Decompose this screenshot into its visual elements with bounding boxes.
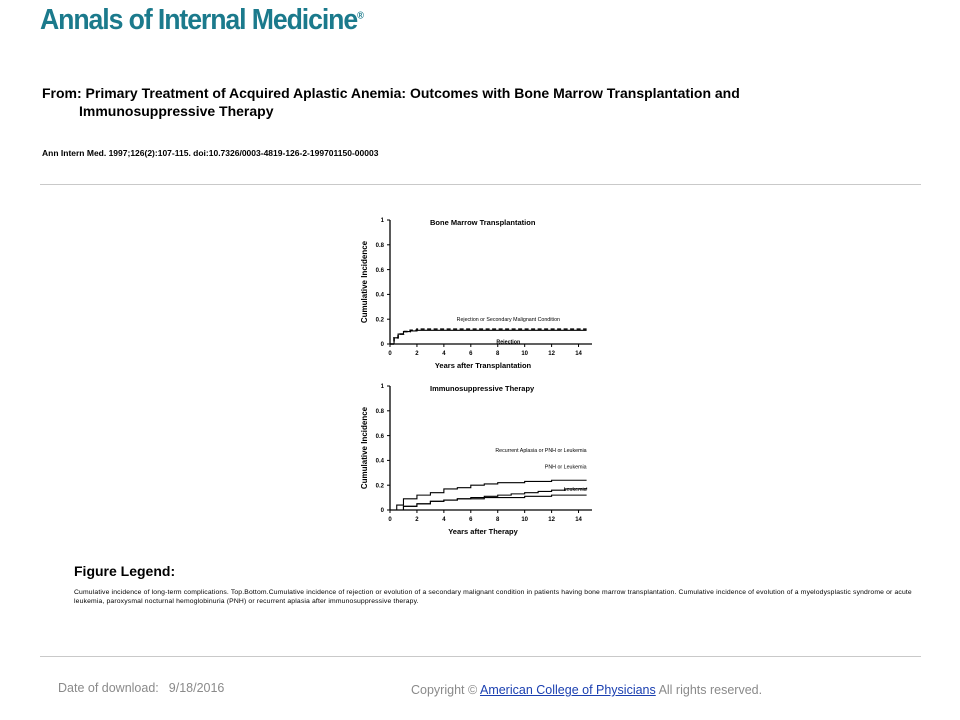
chart-panel-ist	[360, 384, 592, 536]
download-date: 9/18/2016	[168, 681, 225, 695]
y-axis-label: Cumulative Incidence	[360, 406, 369, 490]
series-line-1	[390, 330, 587, 344]
y-tick-label: 0.6	[375, 433, 384, 440]
journal-logo	[40, 4, 364, 44]
series-label-2: Leukemia	[563, 487, 587, 494]
x-tick-label: 0	[388, 517, 392, 523]
y-tick-label: 0	[380, 342, 384, 349]
x-tick-label: 10	[521, 517, 529, 523]
x-tick-label: 2	[415, 517, 419, 523]
series-line-0	[390, 329, 587, 344]
y-tick-label: 0.8	[375, 243, 384, 249]
figure-legend-title: Figure Legend:	[74, 563, 176, 579]
registered-mark: ®	[357, 10, 364, 22]
y-tick-label: 0.8	[375, 409, 384, 415]
y-tick-label: 0.2	[375, 317, 384, 324]
chart-title: Bone Marrow Transplantation	[430, 218, 536, 227]
article-title-line1: From: Primary Treatment of Acquired Aplastic Anemia: Outcomes with Bone Marrow Transplantation and	[42, 85, 740, 101]
y-tick-label: 0.4	[375, 292, 384, 299]
y-tick-label: 1	[380, 384, 384, 391]
journal-name: Annals of Internal Medicine	[40, 4, 358, 36]
series-label-1: PNH or Leukemia	[544, 464, 587, 471]
y-tick-label: 1	[380, 218, 384, 225]
x-axis-label: Years after Transplantation	[434, 361, 532, 370]
y-axis-label: Cumulative Incidence	[360, 240, 369, 324]
publisher-link[interactable]: American College of Physicians	[479, 683, 656, 697]
article-title-line2: Immunosuppressive Therapy	[79, 103, 274, 119]
article-title	[42, 84, 862, 120]
citation: Ann Intern Med. 1997;126(2):107-115. doi:10.7326/0003-4819-126-2-199701150-00003	[42, 148, 379, 158]
series-line-1	[390, 488, 587, 510]
y-tick-label: 0.2	[375, 483, 384, 490]
x-tick-label: 4	[442, 517, 446, 523]
x-tick-label: 4	[442, 351, 446, 357]
x-tick-label: 12	[548, 351, 555, 357]
chart-panel-bmt	[360, 218, 592, 370]
series-label-0: Recurrent Aplasia or PNH or Leukemia	[495, 448, 587, 455]
series-label-1: Rejection	[496, 339, 521, 346]
copyright	[411, 683, 762, 697]
series-line-2	[390, 495, 587, 510]
copyright-suffix: All rights reserved.	[658, 683, 763, 697]
x-tick-label: 10	[521, 351, 529, 357]
x-tick-label: 14	[575, 351, 582, 357]
figure-charts	[350, 210, 620, 550]
x-axis-label: Years after Therapy	[448, 527, 518, 536]
y-tick-label: 0.4	[375, 458, 384, 465]
x-tick-label: 2	[415, 351, 419, 357]
download-info	[58, 681, 224, 695]
top-divider	[40, 184, 921, 185]
x-tick-label: 6	[469, 351, 473, 357]
copyright-prefix: Copyright ©	[411, 683, 478, 697]
series-label-0: Rejection or Secondary Malignant Condition	[456, 317, 560, 324]
x-tick-label: 8	[496, 517, 500, 523]
x-tick-label: 12	[548, 517, 555, 523]
x-tick-label: 8	[496, 351, 500, 357]
y-tick-label: 0	[380, 508, 384, 515]
y-tick-label: 0.6	[375, 267, 384, 274]
x-tick-label: 6	[469, 517, 473, 523]
download-label: Date of download:	[58, 681, 159, 695]
figure-legend-text: Cumulative incidence of long-term complications. Top.Bottom.Cumulative incidence of rejection or evolution of a secondary malignant condition in patients having bone marrow transplantation. Cumulative incidence of evolution of a myelodysplastic syndrome or acute leukemia, paroxysmal nocturnal hemoglobinuria (PNH) or recurrent aplasia after immunosuppressive therapy.	[74, 589, 912, 605]
chart-title: Immunosuppressive Therapy	[430, 384, 535, 393]
x-tick-label: 14	[575, 517, 582, 523]
x-tick-label: 0	[388, 351, 392, 357]
bottom-divider	[40, 656, 921, 657]
